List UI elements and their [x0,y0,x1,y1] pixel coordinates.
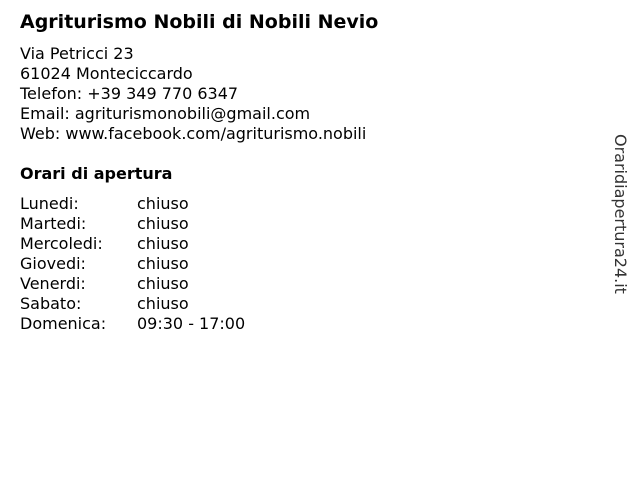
hours-row-monday [20,194,320,214]
hours-row-wednesday [20,234,320,254]
business-name: Agriturismo Nobili di Nobili Nevio [20,11,379,33]
day-label: Lunedi: [20,194,79,213]
day-label: Martedi: [20,214,87,233]
contact-block [20,44,366,144]
hours-row-thursday [20,254,320,274]
day-hours: chiuso [137,274,189,293]
day-label: Mercoledi: [20,234,103,253]
site-watermark-text: Oraridiapertura24.it [611,134,630,294]
site-watermark [610,134,630,310]
street-address: Via Petricci 23 [20,44,134,63]
city-postal: 61024 Monteciccardo [20,64,193,83]
hours-row-tuesday [20,214,320,234]
hours-row-sunday [20,314,320,334]
day-label: Domenica: [20,314,107,333]
email-address: Email: agriturismonobili@gmail.com [20,104,311,123]
day-label: Giovedi: [20,254,86,273]
day-hours: chiuso [137,234,189,253]
day-label: Venerdi: [20,274,86,293]
day-hours: chiuso [137,194,189,213]
day-label: Sabato: [20,294,82,313]
phone-number: Telefon: +39 349 770 6347 [20,84,239,103]
day-hours: 09:30 - 17:00 [137,314,246,333]
hours-row-friday [20,274,320,294]
day-hours: chiuso [137,214,189,233]
day-hours: chiuso [137,254,189,273]
opening-hours-heading: Orari di apertura [20,164,173,183]
website-address: Web: www.facebook.com/agriturismo.nobili [20,124,367,143]
day-hours: chiuso [137,294,189,313]
hours-row-saturday [20,294,320,314]
opening-hours-table [20,194,320,334]
